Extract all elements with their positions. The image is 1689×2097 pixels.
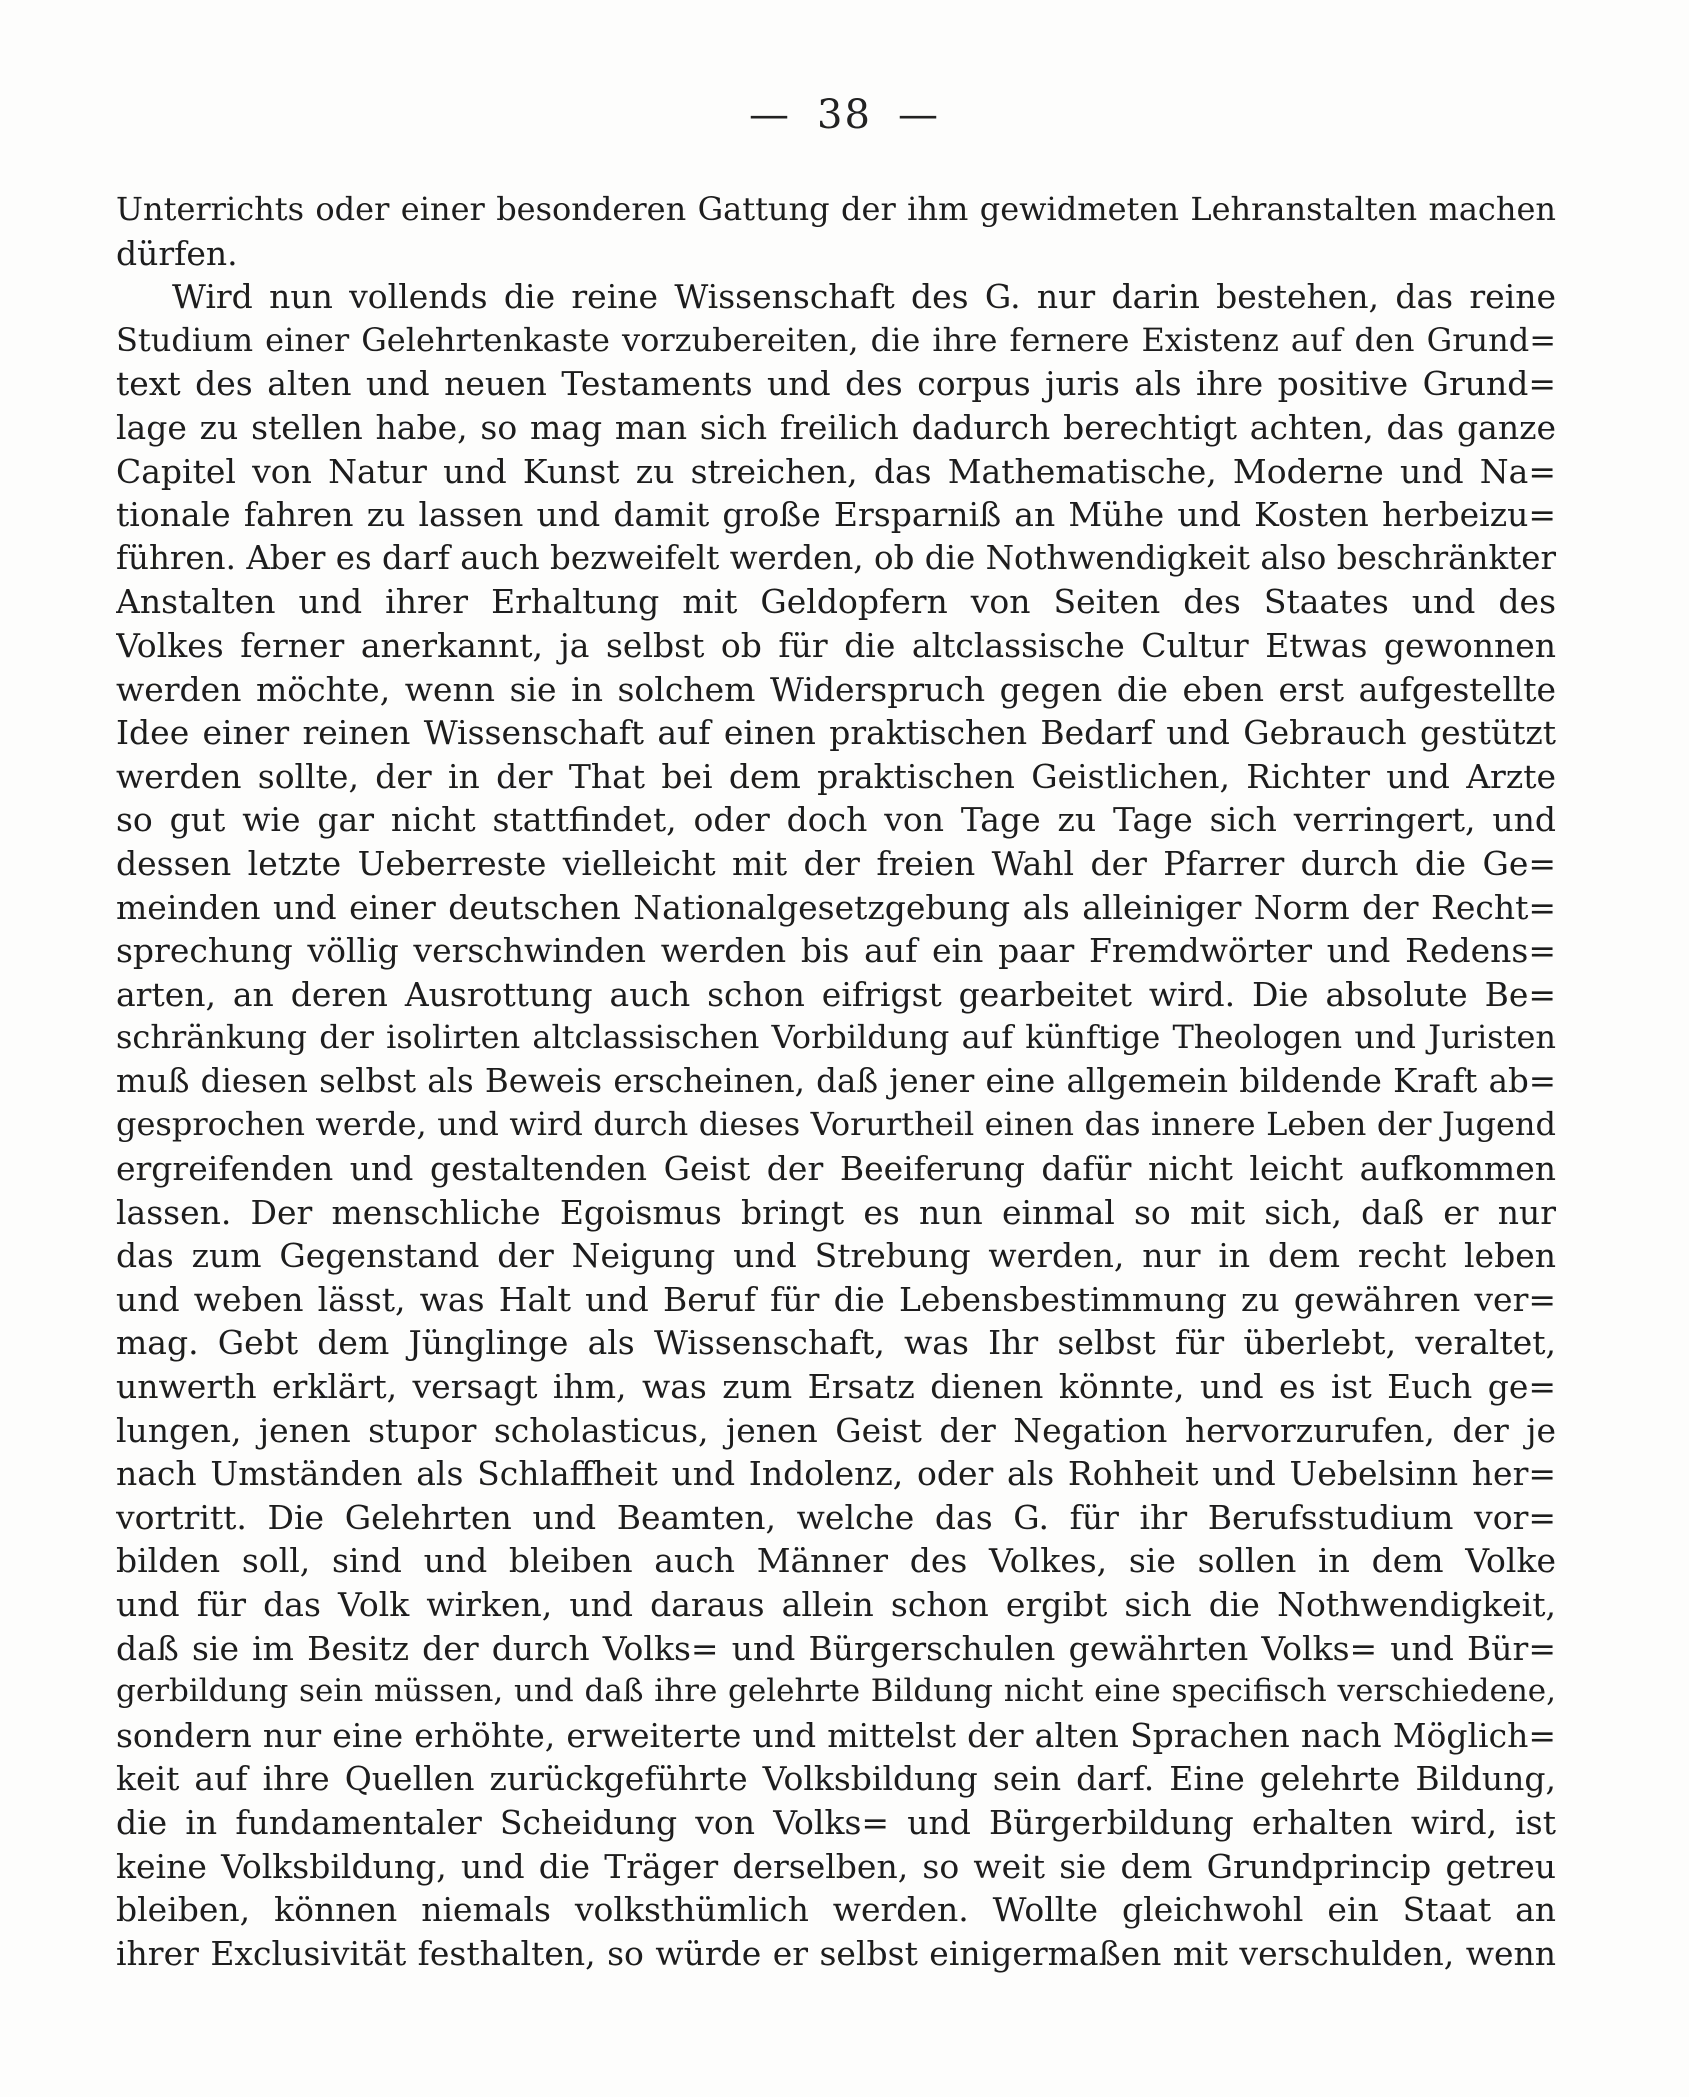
text-line: werden sollte, der in der That bei dem praktischen Geistlichen, Richter und Arzte (116, 756, 1556, 796)
text-line: Anstalten und ihrer Erhaltung mit Geldopfern von Seiten des Staates und des (116, 582, 1556, 622)
text-line: Unterrichts oder einer besonderen Gattung der ihm gewidmeten Lehranstalten machen (116, 190, 1556, 228)
header-dash-left: — (749, 92, 792, 138)
body-text (116, 188, 1556, 1975)
text-line: Studium einer Gelehrtenkaste vorzubereiten, die ihre fernere Existenz auf den Grund= (116, 320, 1556, 359)
text-line: daß sie im Besitz der durch Volks= und Bürgerschulen gewährten Volks= und Bür= (116, 1628, 1556, 1668)
page-header (0, 92, 1689, 138)
text-line: gerbildung sein müssen, und daß ihre gelehrte Bildung nicht eine specifisch verschiedene, (116, 1673, 1556, 1710)
text-line: unwerth erklärt, versagt ihm, was zum Ersatz dienen könnte, und es ist Euch ge= (116, 1367, 1556, 1407)
text-line: keine Volksbildung, und die Träger derselben, so weit sie dem Grundprincip getreu (116, 1846, 1556, 1886)
text-line: dessen letzte Ueberreste vielleicht mit der freien Wahl der Pfarrer durch die Ge= (116, 843, 1556, 883)
text-line: vortritt. Die Gelehrten und Beamten, welche das G. für ihr Berufsstudium vor= (116, 1497, 1556, 1537)
page-number: 38 (817, 92, 872, 138)
text-line: lungen, jenen stupor scholasticus, jenen Geist der Negation hervorzurufen, der je (116, 1410, 1556, 1450)
text-line: so gut wie gar nicht stattfindet, oder doch von Tage zu Tage sich verringert, und (116, 800, 1556, 840)
text-line: sondern nur eine erhöhte, erweiterte und mittelst der alten Sprachen nach Möglich= (116, 1715, 1556, 1755)
text-line: werden möchte, wenn sie in solchem Widerspruch gegen die eben erst aufgestellte (116, 669, 1556, 709)
text-line: sprechung völlig verschwinden werden bis auf ein paar Fremdwörter und Redens= (116, 931, 1556, 971)
text-line: das zum Gegenstand der Neigung und Strebung werden, nur in dem recht leben (116, 1236, 1556, 1276)
text-line: arten, an deren Ausrottung auch schon eifrigst gearbeitet wird. Die absolute Be= (116, 974, 1556, 1014)
text-line: Volkes ferner anerkannt, ja selbst ob für die altclassische Cultur Etwas gewonnen (116, 625, 1556, 665)
text-line: die in fundamentaler Scheidung von Volks= und Bürgerbildung erhalten wird, ist (116, 1802, 1556, 1842)
text-line: lage zu stellen habe, so mag man sich freilich dadurch berechtigt achten, das ganze (116, 407, 1556, 447)
text-line: keit auf ihre Quellen zurückgeführte Volksbildung sein darf. Eine gelehrte Bildung, (116, 1759, 1556, 1799)
text-line: bilden soll, sind und bleiben auch Männer des Volkes, sie sollen in dem Volke (116, 1541, 1556, 1581)
text-line: bleiben, können niemals volksthümlich werden. Wollte gleichwohl ein Staat an (116, 1890, 1556, 1930)
text-line: führen. Aber es darf auch bezweifelt werden, ob die Nothwendigkeit also beschränkter (116, 538, 1556, 577)
text-line: text des alten und neuen Testaments und des corpus juris als ihre positive Grund= (116, 364, 1556, 404)
text-line: Capitel von Natur und Kunst zu streichen, das Mathematische, Moderne und Na= (116, 451, 1556, 491)
text-line: dürfen. (116, 233, 238, 273)
text-line: gesprochen werde, und wird durch dieses Vorurtheil einen das innere Leben der Jugend (116, 1105, 1556, 1144)
text-line: tionale fahren zu lassen und damit große Ersparniß an Mühe und Kosten herbeizu= (116, 495, 1556, 535)
text-line: und weben lässt, was Halt und Beruf für die Lebensbestimmung zu gewähren ver= (116, 1279, 1556, 1319)
text-line: Idee einer reinen Wissenschaft auf einen praktischen Bedarf und Gebrauch gestützt (116, 713, 1556, 753)
text-line: nach Umständen als Schlaffheit und Indolenz, oder als Rohheit und Uebelsinn her= (116, 1454, 1556, 1494)
text-line: Wird nun vollends die reine Wissenschaft des G. nur darin bestehen, das reine (172, 277, 1556, 317)
text-line: ihrer Exclusivität festhalten, so würde er selbst einigermaßen mit verschulden, wenn (116, 1933, 1556, 1973)
text-line: ergreifenden und gestaltenden Geist der Beeiferung dafür nicht leicht aufkommen (116, 1149, 1556, 1189)
header-dash-right: — (897, 92, 940, 138)
text-line: mag. Gebt dem Jünglinge als Wissenschaft, was Ihr selbst für überlebt, veraltet, (116, 1323, 1556, 1363)
text-line: und für das Volk wirken, und daraus allein schon ergibt sich die Nothwendigkeit, (116, 1585, 1556, 1624)
text-line: muß diesen selbst als Beweis erscheinen, daß jener eine allgemein bildende Kraft ab= (116, 1061, 1556, 1100)
text-line: meinden und einer deutschen Nationalgesetzgebung als alleiniger Norm der Recht= (116, 887, 1556, 927)
text-line: schränkung der isolirten altclassischen Vorbildung auf künftige Theologen und Juristen (116, 1018, 1556, 1057)
text-line: lassen. Der menschliche Egoismus bringt es nun einmal so mit sich, daß er nur (116, 1192, 1556, 1232)
